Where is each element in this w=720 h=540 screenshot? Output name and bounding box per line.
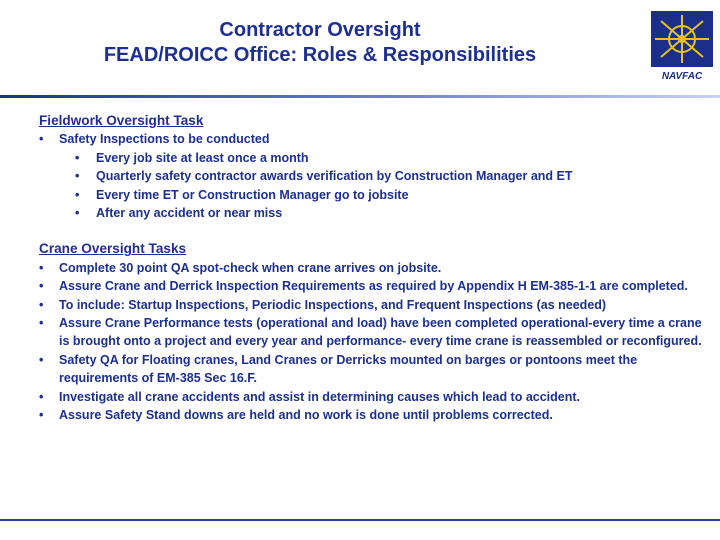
list-item: • Safety QA for Floating cranes, Land Cranes or Derricks mounted on barges or pontoons meet the requirements of EM-385 Sec 16.F. (39, 352, 638, 386)
section-heading: Crane Oversight Tasks (39, 241, 187, 257)
bullet-list (39, 259, 709, 425)
list-item: • After any accident or near miss (75, 206, 283, 221)
list-item: • Investigate all crane accidents and assist in determining causes which lead to accident. (39, 389, 581, 404)
list-item: • Assure Crane and Derrick Inspection Requirements as required by Appendix H EM-385-1-1 are completed. (39, 279, 688, 294)
logo-text: NAVFAC (661, 71, 703, 82)
title-line-1: Contractor Oversight (219, 19, 421, 41)
header-divider (0, 95, 720, 98)
title-line-2: FEAD/ROICC Office: Roles & Responsibilities (103, 44, 537, 66)
slide-body (39, 112, 709, 425)
footer-divider (0, 519, 720, 521)
navfac-logo (651, 11, 713, 83)
list-item: • Assure Crane Performance tests (operational and load) have been completed operational-every time a crane is brought onto a project and every year and performance- every time crane is reassembled or reconfigured. (39, 316, 702, 349)
slide-title (0, 18, 640, 68)
list-item: • Quarterly safety contractor awards verification by Construction Manager and ET (75, 169, 573, 184)
bullet-list (39, 130, 709, 222)
section-crane (39, 240, 709, 424)
list-item: • Complete 30 point QA spot-check when crane arrives on jobsite. (39, 260, 442, 275)
section-gap (39, 222, 709, 240)
list-item: • Safety Inspections to be conducted (39, 132, 270, 147)
section-fieldwork (39, 112, 709, 222)
list-item: • Assure Safety Stand downs are held and no work is done until problems corrected. (39, 408, 553, 423)
section-heading: Fieldwork Oversight Task (39, 113, 204, 128)
list-item: • Every job site at least once a month (75, 150, 309, 165)
list-item: • Every time ET or Construction Manager go to jobsite (75, 187, 409, 202)
list-item: • To include: Startup Inspections, Periodic Inspections, and Frequent Inspections (as needed) (39, 297, 607, 312)
